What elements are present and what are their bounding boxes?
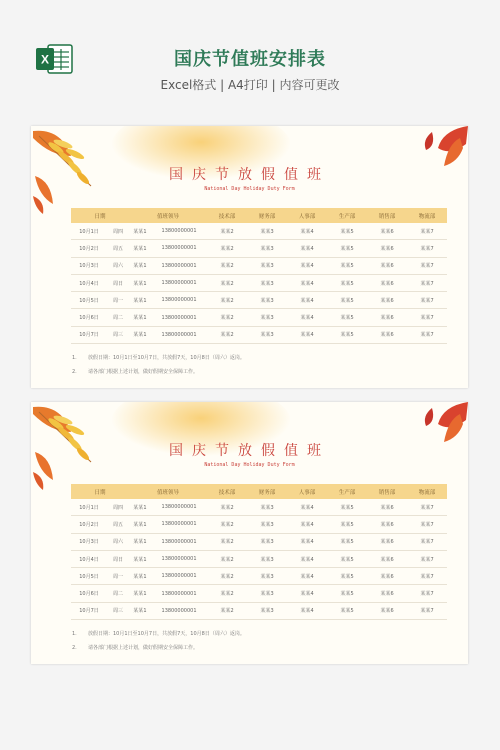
table-cell: 某某3 (247, 274, 287, 291)
table-cell: 某某5 (327, 516, 367, 533)
table-cell: 某某1 (129, 602, 151, 619)
table-cell: 某某1 (129, 550, 151, 567)
table-cell: 某某1 (129, 257, 151, 274)
table-cell: 某某6 (367, 257, 407, 274)
page-header (0, 0, 500, 110)
table-cell: 某某1 (129, 292, 151, 309)
table-cell: 某某7 (407, 326, 447, 343)
notes (72, 354, 245, 382)
table-cell: 某某6 (367, 550, 407, 567)
table-cell: 10月1日 (71, 499, 107, 516)
table-cell: 某某3 (247, 533, 287, 550)
header-cell-sales: 销售部 (367, 208, 407, 223)
header-cell-date: 日期 (71, 484, 129, 499)
table-cell: 某某1 (129, 326, 151, 343)
header-cell-sales: 销售部 (367, 484, 407, 499)
table-cell: 某某7 (407, 516, 447, 533)
table-cell: 13800000001 (151, 499, 207, 516)
table-cell: 周日 (107, 550, 129, 567)
header-cell-hr: 人事部 (287, 208, 327, 223)
table-cell: 某某3 (247, 550, 287, 567)
table-cell: 某某4 (287, 499, 327, 516)
table-row (71, 499, 447, 516)
table-cell: 某某2 (207, 602, 247, 619)
table-cell: 某某6 (367, 602, 407, 619)
table-cell: 周二 (107, 585, 129, 602)
table-cell: 周一 (107, 292, 129, 309)
table-cell: 某某5 (327, 602, 367, 619)
table-cell: 某某4 (287, 602, 327, 619)
table-cell: 某某3 (247, 223, 287, 240)
table-cell: 某某3 (247, 585, 287, 602)
table-cell: 某某7 (407, 602, 447, 619)
table-cell: 10月7日 (71, 326, 107, 343)
duty-table-body (71, 499, 447, 620)
table-cell: 13800000001 (151, 516, 207, 533)
table-cell: 13800000001 (151, 533, 207, 550)
table-cell: 周五 (107, 516, 129, 533)
table-header-row (71, 208, 447, 223)
table-cell: 某某1 (129, 533, 151, 550)
table-cell: 周三 (107, 602, 129, 619)
duty-table (71, 208, 447, 344)
table-cell: 10月6日 (71, 309, 107, 326)
table-cell: 某某2 (207, 585, 247, 602)
table-cell: 某某3 (247, 292, 287, 309)
header-cell-finance: 财务部 (247, 208, 287, 223)
table-cell: 某某4 (287, 223, 327, 240)
table-cell: 某某5 (327, 292, 367, 309)
table-cell: 某某2 (207, 292, 247, 309)
table-cell: 某某6 (367, 585, 407, 602)
table-cell: 13800000001 (151, 585, 207, 602)
table-cell: 某某2 (207, 257, 247, 274)
table-cell: 某某4 (287, 585, 327, 602)
table-cell: 某某6 (367, 274, 407, 291)
table-row (71, 257, 447, 274)
table-cell: 某某4 (287, 326, 327, 343)
form-title: 国庆节放假值班 (169, 167, 330, 183)
note-item: 2. 请各部门根据上述计划，做好假期安全保障工作。 (72, 645, 199, 651)
header-cell-date: 日期 (71, 208, 129, 223)
table-row (71, 326, 447, 343)
header-cell-production: 生产部 (327, 208, 367, 223)
table-row (71, 223, 447, 240)
table-cell: 13800000001 (151, 257, 207, 274)
table-cell: 某某4 (287, 292, 327, 309)
table-cell: 某某7 (407, 240, 447, 257)
table-cell: 某某6 (367, 292, 407, 309)
table-cell: 10月5日 (71, 568, 107, 585)
table-cell: 某某2 (207, 533, 247, 550)
note-item: 2. 请各部门根据上述计划，做好假期安全保障工作。 (72, 369, 199, 375)
table-cell: 10月5日 (71, 292, 107, 309)
table-cell: 某某1 (129, 274, 151, 291)
table-cell: 某某1 (129, 309, 151, 326)
table-cell: 周六 (107, 257, 129, 274)
table-cell: 周二 (107, 309, 129, 326)
table-cell: 10月2日 (71, 516, 107, 533)
table-cell: 13800000001 (151, 309, 207, 326)
table-cell: 某某6 (367, 240, 407, 257)
table-cell: 周四 (107, 499, 129, 516)
table-row (71, 550, 447, 567)
table-cell: 周四 (107, 223, 129, 240)
table-header-row (71, 484, 447, 499)
table-cell: 某某7 (407, 533, 447, 550)
table-cell: 某某1 (129, 223, 151, 240)
table-cell: 13800000001 (151, 550, 207, 567)
note-item: 1. 放假日期：10月1日至10月7日，共放假7天，10月8日（周六）返岗。 (72, 631, 245, 637)
header-cell-logistics: 物流部 (407, 484, 447, 499)
table-cell: 某某6 (367, 309, 407, 326)
table-cell: 某某7 (407, 223, 447, 240)
table-cell: 某某7 (407, 550, 447, 567)
duty-table-body (71, 223, 447, 344)
table-cell: 某某4 (287, 516, 327, 533)
table-cell: 10月4日 (71, 550, 107, 567)
table-cell: 某某5 (327, 274, 367, 291)
table-cell: 某某5 (327, 257, 367, 274)
table-cell: 某某3 (247, 257, 287, 274)
table-cell: 某某7 (407, 292, 447, 309)
table-cell: 某某1 (129, 568, 151, 585)
table-cell: 某某5 (327, 533, 367, 550)
table-cell: 13800000001 (151, 240, 207, 257)
table-cell: 某某5 (327, 240, 367, 257)
table-cell: 某某4 (287, 568, 327, 585)
table-row (71, 585, 447, 602)
table-cell: 某某5 (327, 568, 367, 585)
excel-icon-letter: X (40, 52, 50, 67)
table-cell: 某某1 (129, 499, 151, 516)
table-cell: 某某2 (207, 223, 247, 240)
table-cell: 13800000001 (151, 326, 207, 343)
table-cell: 某某5 (327, 499, 367, 516)
table-cell: 某某2 (207, 240, 247, 257)
table-row (71, 240, 447, 257)
table-cell: 某某3 (247, 499, 287, 516)
table-cell: 某某6 (367, 223, 407, 240)
table-cell: 某某6 (367, 533, 407, 550)
header-cell-finance: 财务部 (247, 484, 287, 499)
table-row (71, 292, 447, 309)
table-cell: 周六 (107, 533, 129, 550)
table-cell: 某某4 (287, 550, 327, 567)
table-cell: 10月2日 (71, 240, 107, 257)
table-cell: 周五 (107, 240, 129, 257)
header-cell-hr: 人事部 (287, 484, 327, 499)
table-cell: 13800000001 (151, 223, 207, 240)
table-cell: 某某3 (247, 240, 287, 257)
table-cell: 某某6 (367, 499, 407, 516)
header-cell-production: 生产部 (327, 484, 367, 499)
sheet-preview-1 (31, 126, 468, 388)
form-subtitle: National Day Holiday Duty Form (204, 462, 295, 468)
table-row (71, 274, 447, 291)
table-cell: 某某4 (287, 240, 327, 257)
table-cell: 某某3 (247, 326, 287, 343)
header-cell-tech: 技术部 (207, 208, 247, 223)
table-cell: 周三 (107, 326, 129, 343)
duty-table (71, 484, 447, 620)
form-subtitle: National Day Holiday Duty Form (204, 186, 295, 192)
sheet-preview-2 (31, 402, 468, 664)
table-cell: 某某2 (207, 274, 247, 291)
table-cell: 某某1 (129, 240, 151, 257)
table-cell: 某某2 (207, 568, 247, 585)
table-cell: 某某7 (407, 568, 447, 585)
table-cell: 某某2 (207, 550, 247, 567)
form-title: 国庆节放假值班 (169, 443, 330, 459)
table-cell: 某某4 (287, 274, 327, 291)
table-row (71, 309, 447, 326)
table-cell: 某某5 (327, 585, 367, 602)
table-cell: 某某3 (247, 602, 287, 619)
table-cell: 某某3 (247, 309, 287, 326)
table-cell: 10月4日 (71, 274, 107, 291)
header-cell-leader: 值班领导 (129, 484, 207, 499)
table-cell: 某某7 (407, 274, 447, 291)
page-subtitle: Excel格式 | A4打印 | 内容可更改 (160, 78, 340, 92)
table-cell: 13800000001 (151, 292, 207, 309)
table-cell: 某某5 (327, 223, 367, 240)
table-cell: 某某4 (287, 533, 327, 550)
table-cell: 10月3日 (71, 257, 107, 274)
table-cell: 10月3日 (71, 533, 107, 550)
table-row (71, 568, 447, 585)
table-cell: 某某6 (367, 326, 407, 343)
table-cell: 某某5 (327, 550, 367, 567)
header-cell-leader: 值班领导 (129, 208, 207, 223)
table-cell: 10月6日 (71, 585, 107, 602)
header-cell-tech: 技术部 (207, 484, 247, 499)
page-title: 国庆节值班安排表 (174, 49, 326, 70)
table-cell: 某某6 (367, 516, 407, 533)
notes (72, 630, 245, 658)
table-cell: 某某1 (129, 516, 151, 533)
table-cell: 某某7 (407, 585, 447, 602)
table-cell: 某某7 (407, 257, 447, 274)
table-cell: 某某3 (247, 568, 287, 585)
table-cell: 某某5 (327, 326, 367, 343)
table-cell: 周日 (107, 274, 129, 291)
table-cell: 13800000001 (151, 568, 207, 585)
table-cell: 某某1 (129, 585, 151, 602)
table-row (71, 516, 447, 533)
table-cell: 某某6 (367, 568, 407, 585)
table-cell: 周一 (107, 568, 129, 585)
table-cell: 某某7 (407, 309, 447, 326)
table-cell: 某某7 (407, 499, 447, 516)
table-cell: 某某5 (327, 309, 367, 326)
table-cell: 10月1日 (71, 223, 107, 240)
table-cell: 13800000001 (151, 274, 207, 291)
table-cell: 某某2 (207, 309, 247, 326)
header-cell-logistics: 物流部 (407, 208, 447, 223)
table-cell: 13800000001 (151, 602, 207, 619)
table-row (71, 533, 447, 550)
note-item: 1. 放假日期：10月1日至10月7日，共放假7天，10月8日（周六）返岗。 (72, 355, 245, 361)
table-cell: 某某3 (247, 516, 287, 533)
table-cell: 某某2 (207, 499, 247, 516)
table-cell: 某某2 (207, 516, 247, 533)
table-cell: 某某4 (287, 309, 327, 326)
table-cell: 某某2 (207, 326, 247, 343)
table-cell: 某某4 (287, 257, 327, 274)
table-row (71, 602, 447, 619)
table-cell: 10月7日 (71, 602, 107, 619)
